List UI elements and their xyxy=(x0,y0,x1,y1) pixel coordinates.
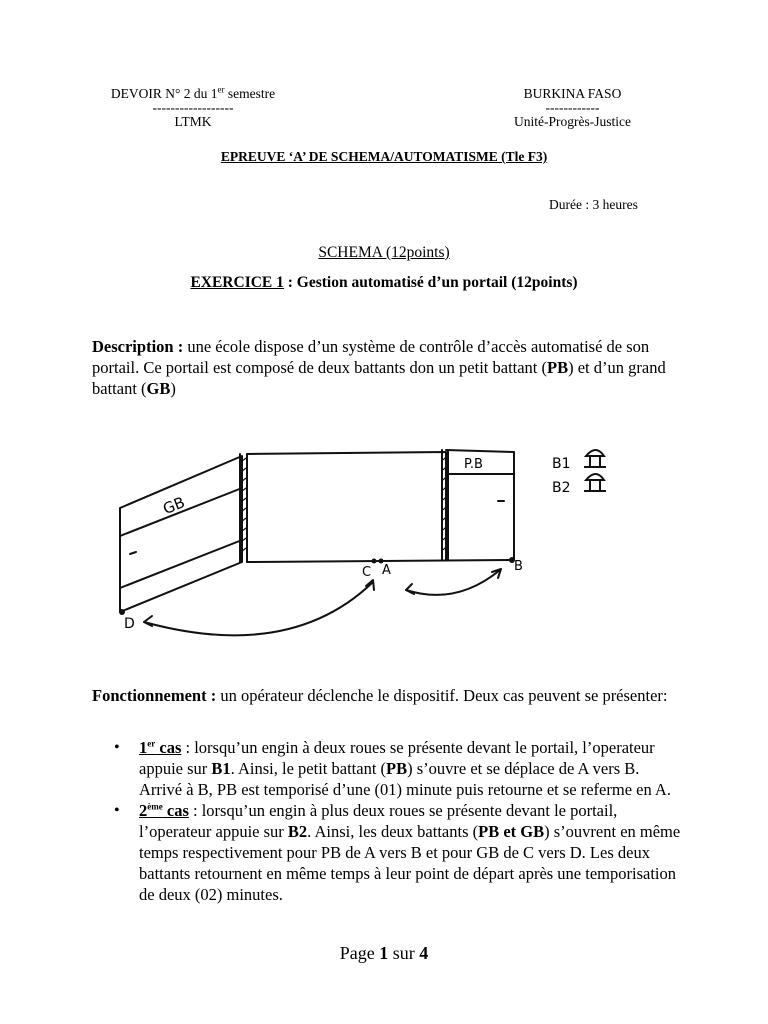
duration: Durée : 3 heures xyxy=(549,197,638,212)
bullet-icon: • xyxy=(114,739,120,756)
fonctionnement-label: Fonctionnement : xyxy=(92,686,217,705)
gb-label: GB xyxy=(160,493,188,519)
header-left-school: LTMK xyxy=(174,114,212,129)
page-number: Page 1 sur 4 xyxy=(339,943,429,963)
header-right-motto: Unité-Progrès-Justice xyxy=(514,114,631,129)
exam-title: EPREUVE ‘A’ DE SCHEMA/AUTOMATISME (Tle F3) xyxy=(220,149,548,164)
description-label: Description : xyxy=(92,337,184,356)
list-item: • 2ème cas : lorsqu’un engin à plus deux roues se présente devant le portail, l’operateur appuie sur B2. Ainsi, les deux battants (PB et GB) s’ouvrent en même temps respectivement pour PB de A vers B et pour GB de C vers D. Les deux battants retournent en même temps à leur point de départ après une temporisation de deux (02) minutes. xyxy=(114,801,681,904)
header-right xyxy=(490,86,655,130)
exercise-heading: : Gestion automatisé d’un portail (12points) xyxy=(283,274,578,291)
point-b-label: B xyxy=(514,559,523,574)
header-left xyxy=(88,86,298,130)
b2-label: B2 xyxy=(552,480,571,496)
gb-leaf xyxy=(120,456,242,612)
pushbutton-b1-icon xyxy=(584,450,606,467)
list-item: • 1er cas : lorsqu’un engin à deux roues se présente devant le portail, l’operateur appuie sur B1. Ainsi, le petit battant (PB) s’ouvre et se déplace de A vers B. Arrivé à B, PB est temporisé d’une (01) minute puis retourne et se referme en A. xyxy=(114,738,671,799)
arrow-a-to-b xyxy=(406,570,500,595)
arrow-d-to-c xyxy=(144,582,373,635)
section-title: SCHEMA (12points) xyxy=(318,244,450,261)
exercise-title xyxy=(0,274,768,292)
header-left-title: DEVOIR N° 2 du 1er semestre xyxy=(110,84,276,101)
pb-label: P.B xyxy=(464,457,483,472)
header-left-dashes: ------------------ xyxy=(152,100,234,115)
point-a-label: A xyxy=(382,563,391,578)
bullet-icon: • xyxy=(114,802,120,819)
point-d-label: D xyxy=(124,616,135,632)
description-paragraph: Description : une école dispose d’un système de contrôle d’accès automatisé de son portail. Ce portail est composé de deux battants don un petit battant (PB) et d’un grand battant (GB) xyxy=(92,337,666,398)
pushbutton-b2-icon xyxy=(584,474,606,491)
header-right-dashes: ------------ xyxy=(545,100,600,115)
point-c-label: C xyxy=(362,565,372,580)
fixed-panel xyxy=(247,452,446,560)
exercise-label: EXERCICE 1 xyxy=(190,274,284,291)
header-right-country: BURKINA FASO xyxy=(523,86,622,101)
fonctionnement-paragraph: Fonctionnement : un opérateur déclenche le dispositif. Deux cas peuvent se présenter: xyxy=(92,686,668,705)
cases-list xyxy=(92,737,682,905)
gate-diagram xyxy=(100,440,640,640)
b1-label: B1 xyxy=(552,456,571,472)
